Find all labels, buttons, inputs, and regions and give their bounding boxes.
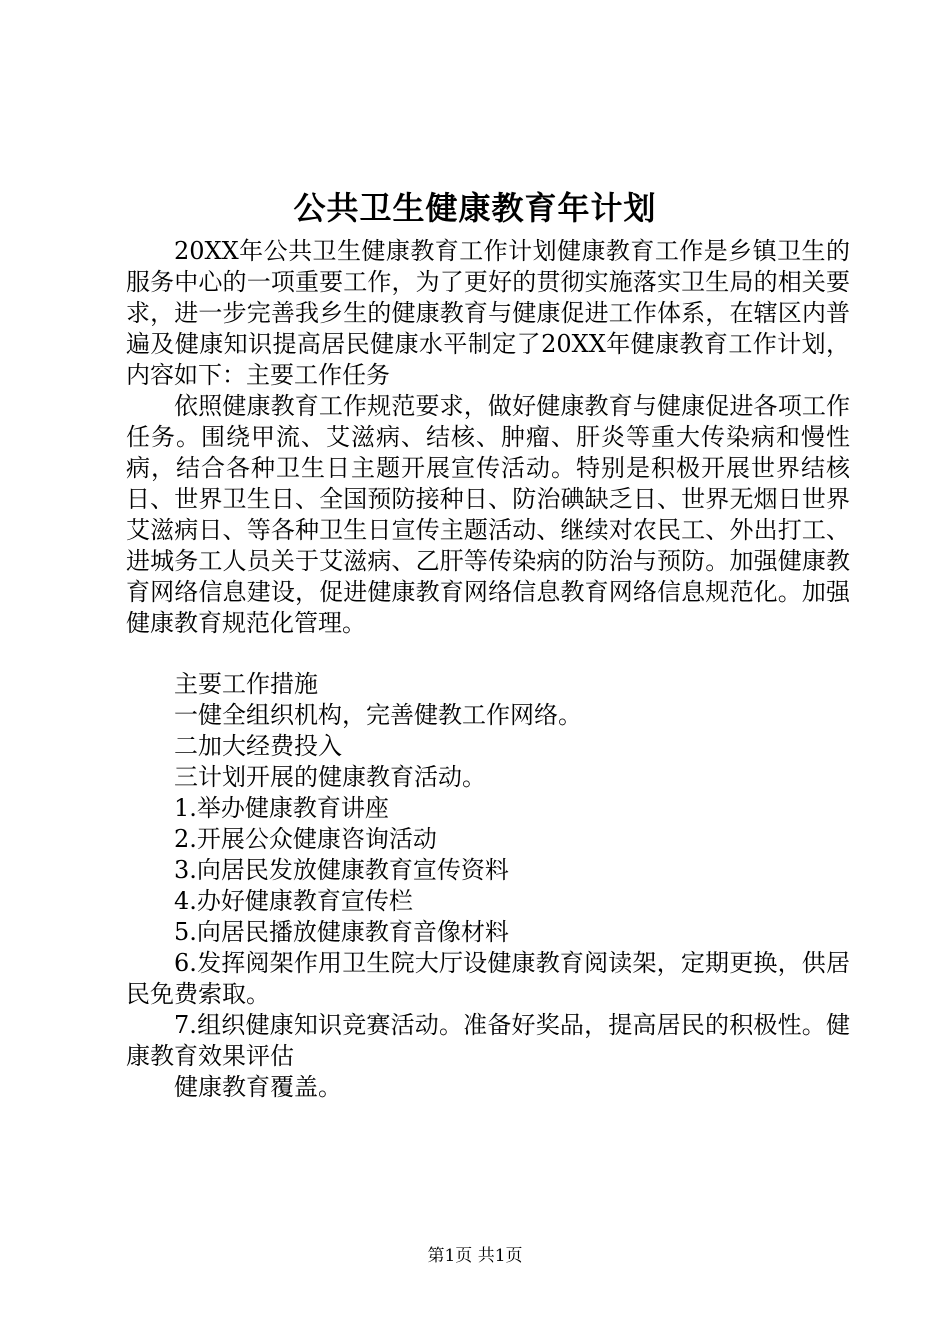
paragraph-tasks: 依照健康教育工作规范要求，做好健康教育与健康促进各项工作任务。围绕甲流、艾滋病、结核、肿瘤、肝炎等重大传染病和慢性病，结合各种卫生日主题开展宣传活动。特别是积极开展世界结核日、世界卫生日、全国预防接种日、防治碘缺乏日、世界无烟日世界艾滋病日、等各种卫生日宣传主题活动、继续对农民工、外出打工、进城务工人员关于艾滋病、乙肝等传染病的防治与预防。加强健康教育网络信息建设，促进健康教育网络信息教育网络信息规范化。加强健康教育规范化管理。: [126, 392, 850, 637]
activity-item-6: 6.发挥阅架作用卫生院大厅设健康教育阅读架，定期更换，供居民免费索取。: [126, 949, 850, 1008]
measure-item-2: 二加大经费投入: [174, 732, 342, 760]
measure-item-3: 三计划开展的健康教育活动。: [174, 763, 486, 791]
activity-item-2: 2.开展公众健康咨询活动: [174, 825, 437, 853]
document-body: [126, 236, 850, 1103]
paragraph-gap: [126, 639, 850, 669]
activity-item-1: 1.举办健康教育讲座: [174, 794, 389, 822]
document-title: 公共卫生健康教育年计划: [293, 189, 657, 227]
measure-item-1: 一健全组织机构，完善健教工作网络。: [174, 701, 582, 729]
coverage-line: 健康教育覆盖。: [174, 1073, 342, 1101]
measures-heading: 主要工作措施: [174, 670, 318, 698]
activity-item-3: 3.向居民发放健康教育宣传资料: [174, 856, 509, 884]
activity-item-5: 5.向居民播放健康教育音像材料: [174, 918, 509, 946]
page-footer: 第1页 共1页: [427, 1246, 523, 1266]
activity-item-4: 4.办好健康教育宣传栏: [174, 887, 413, 915]
paragraph-intro: 20XX年公共卫生健康教育工作计划健康教育工作是乡镇卫生的服务中心的一项重要工作，为了更好的贯彻实施落实卫生局的相关要求，进一步完善我乡生的健康教育与健康促进工作体系，在辖区内普遍及健康知识提高居民健康水平制定了20XX年健康教育工作计划，内容如下：主要工作任务: [126, 237, 850, 389]
activity-item-7: 7.组织健康知识竞赛活动。准备好奖品，提高居民的积极性。健康教育效果评估: [126, 1011, 850, 1070]
